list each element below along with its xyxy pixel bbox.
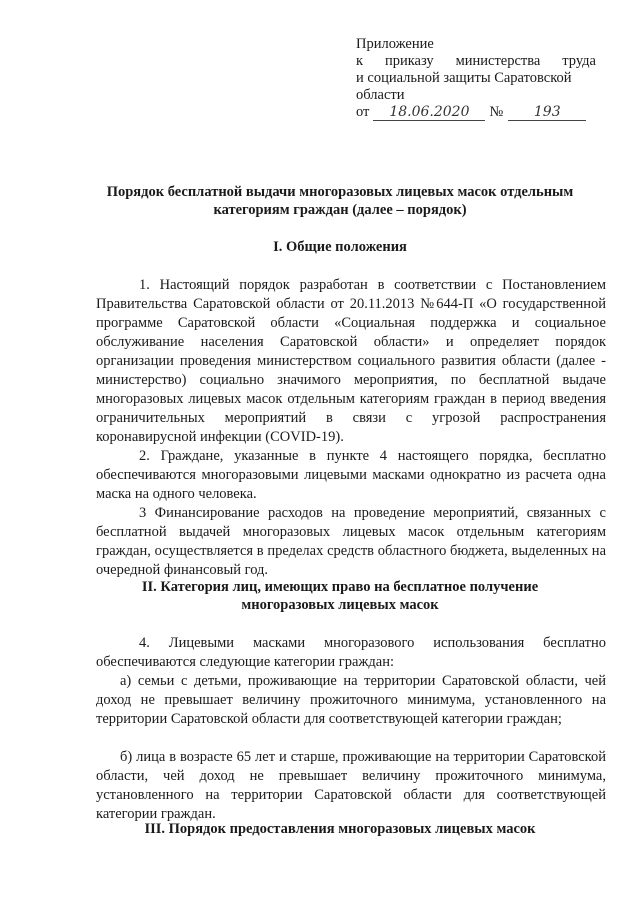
appendix-from-label: от [356, 104, 370, 120]
section-heading-2-line-2: многоразовых лицевых масок [241, 597, 439, 613]
section-heading-1: I. Общие положения [273, 239, 407, 255]
appendix-block [356, 36, 596, 121]
appendix-word-k: к [356, 53, 364, 69]
paragraph-3: 3 Финансирование расходов на проведение мероприятий, связанных с бесплатной выдачей многоразовых лицевых масок отдельным категориям граждан, осуществляется в пределах средств областного бюджета, выделенных на очередной финансовый год. [96, 505, 606, 578]
paragraph-4a: а) семьи с детьми, проживающие на территории Саратовской области, чей доход не превышает величину прожиточного минимума, установленного на территории Саратовской области для соответствующей категории граждан; [96, 673, 606, 727]
appendix-line-2 [356, 53, 596, 70]
section-heading-2 [60, 578, 620, 614]
section-heading-2-line-1: II. Категория лиц, имеющих право на бесплатное получение [141, 579, 539, 595]
appendix-line-1: Приложение [356, 36, 434, 52]
appendix-word-ministry: министерства [455, 53, 541, 69]
appendix-date-line [356, 104, 596, 121]
appendix-word-order: приказу [384, 53, 434, 69]
paragraph-4: 4. Лицевыми масками многоразового использования бесплатно обеспечиваются следующие категории граждан: [96, 635, 606, 670]
paragraph-4b: б) лица в возрасте 65 лет и старше, проживающие на территории Саратовской области, чей доход не превышает величину прожиточного минимума, установленного на территории Саратовской области для соответствующей категории граждан. [96, 749, 606, 822]
handwritten-number: 193 [508, 105, 586, 121]
title-line-1: Порядок бесплатной выдачи многоразовых лицевых масок отдельным [106, 184, 574, 200]
appendix-line-4: области [356, 87, 405, 103]
number-sign: № [489, 104, 504, 120]
appendix-word-labor: труда [562, 53, 596, 69]
document-title [60, 183, 620, 219]
appendix-line-3: и социальной защиты Саратовской [356, 70, 572, 86]
section-heading-3: III. Порядок предоставления многоразовых лицевых масок [144, 821, 536, 837]
paragraph-1: 1. Настоящий порядок разработан в соответствии с Постановлением Правительства Саратовской области от 20.11.2013 №644-П «О государственной программе Саратовской области «Социальная поддержка и социальное обслуживание населения Саратовской области» и определяет порядок организации проведения министерством социального развития области (далее - министерство) социально значимого мероприятия, по бесплатной выдаче многоразовых лицевых масок отдельным категориям граждан в период введения ограничительных мероприятий в связи с угрозой распространения коронавирусной инфекции (COVID-19). [96, 277, 606, 445]
handwritten-date: 18.06.2020 [373, 105, 485, 121]
title-line-2: категориям граждан (далее – порядок) [213, 202, 467, 218]
paragraph-2: 2. Граждане, указанные в пункте 4 настоящего порядка, бесплатно обеспечиваются многоразовыми лицевыми масками однократно из расчета одна маска на одного человека. [96, 448, 606, 502]
